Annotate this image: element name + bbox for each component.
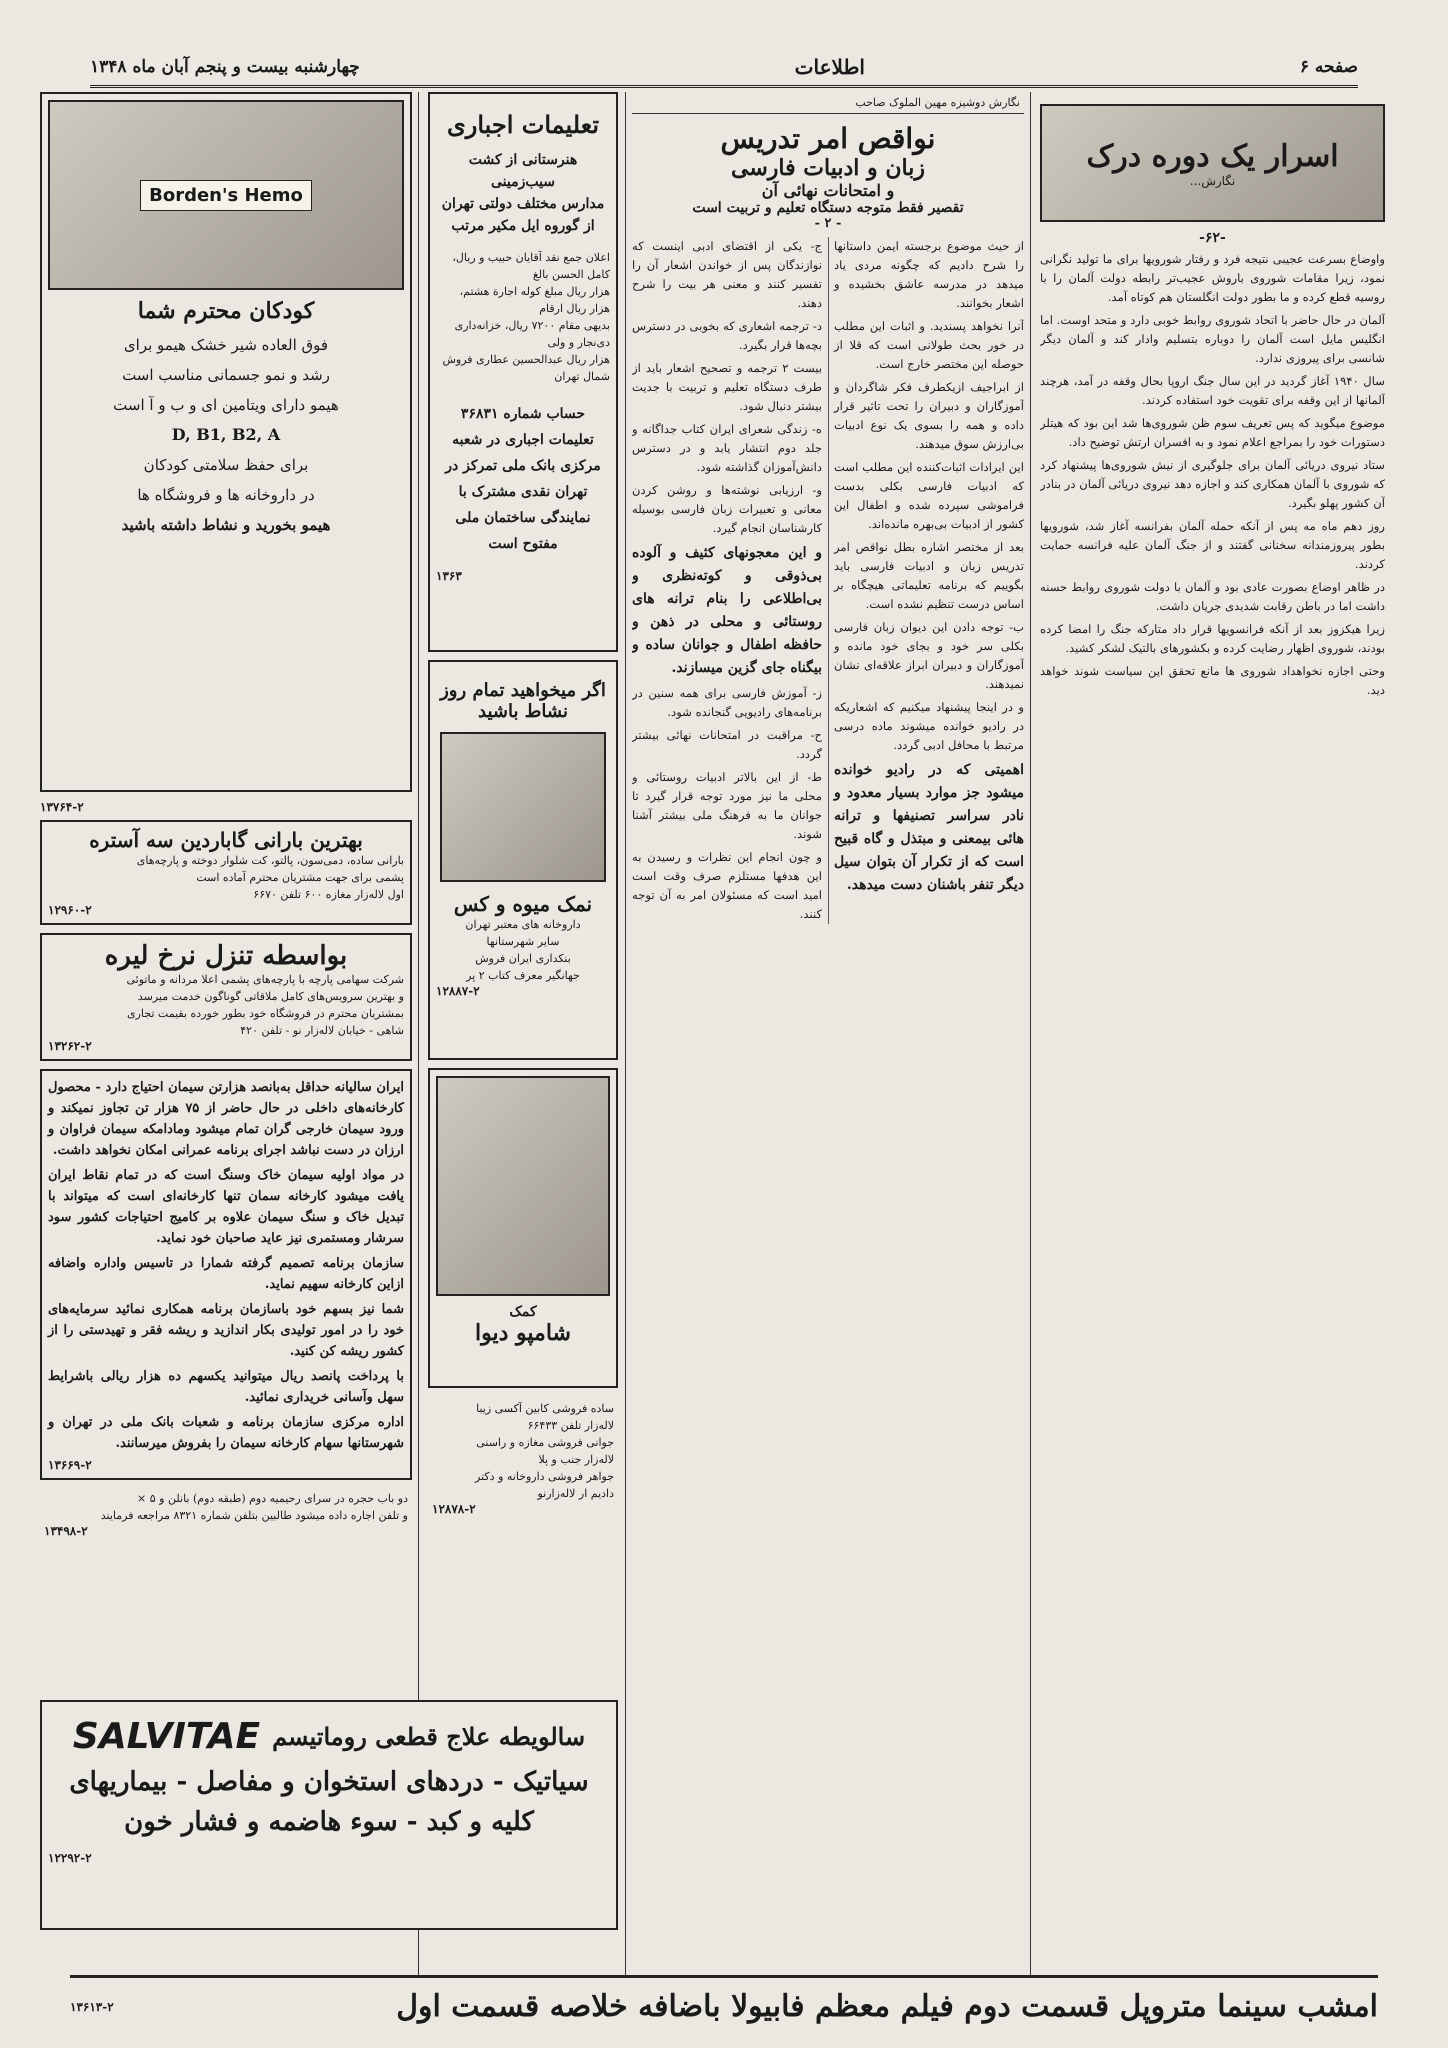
paragraph: از ابراجیف ازیکطرف فکر شاگردان و آموزگاران و دبیران را تحت تاثیر قرار داده و همه را بسوی یک نوع ادبیات بی‌ارزش سوق میدهند. <box>834 380 1024 451</box>
ad-line: جوانی فروشی مغازه و راسنی <box>476 1436 614 1449</box>
paragraph: ب- توجه دادن این دیوان زبان فارسی بکلی سر خود و بجای خود مانده و آموزگاران و دبیران ابراز علاقه‌ای نشان نمیدهند. <box>834 620 1024 691</box>
ad-title: بواسطه تنزل نرخ لیره <box>104 941 348 971</box>
ad-line: برای حفظ سلامتی کودکان <box>143 456 309 474</box>
ad-ref: ۱۲۲۹۲-۲ <box>48 1851 92 1865</box>
article-column-1 <box>1040 92 1385 1972</box>
article-banner <box>1040 104 1385 222</box>
paragraph: موضوع میگوید که پس تعریف سوم ظن شوروی‌ها شد این بود که هیتلر دستورات خود را بمراجع اعلام نمود و به افسران ارتش توضیح داد. <box>1040 416 1385 449</box>
hemo-brand: Borden's Hemo <box>140 180 312 211</box>
ad-title: بهترین بارانی گاباردین سه آستره <box>89 828 363 852</box>
ad-lira <box>40 933 412 1061</box>
article-subtitle: زبان و ادبیات فارسی <box>731 155 925 181</box>
ad-line: شرکت سهامی پارچه با پارچه‌های پشمی اعلا مردانه و ماتوئی <box>126 973 404 986</box>
ad-raincoat <box>40 820 412 925</box>
ad-shop-rent <box>40 1488 412 1540</box>
ad-line: داروخانه های معتبر تهران <box>465 918 581 931</box>
ad-jewelry <box>428 1396 618 1520</box>
article-subtitle-2: و امتحانات نهائی آن <box>761 181 895 200</box>
bold-paragraph: و این معجونهای کثیف و آلوده بی‌ذوقی و کوته‌نظری و بی‌اطلاعی را بنام ترانه های روستائی و محلی در ذهن و حافظه اطفال و جوانان ساده و بیگناه جای گزین میسازند. <box>632 545 822 676</box>
ad-line: فوق العاده شیر خشک هیمو برای <box>123 336 329 354</box>
paragraph: در مواد اولیه سیمان خاک وسنگ است که در تمام نقاط ایران یافت میشود کارخانه سمان تنها کارخانه‌ای است که میتواند با تبدیل خاک و سنگ سیمان علاوه بر کامیج احتیاجات کشور سود سرشار ومستمری نیز عاید صاحبان خود نماید. <box>48 1168 404 1246</box>
ad-title: اگر میخواهید تمام روز نشاط باشید <box>440 680 606 722</box>
paragraph: و- ارزیابی نوشته‌ها و روشن کردن معانی و تعبیرات زبان فارسی بوسیله کارشناسان انجام گیرد. <box>632 483 822 535</box>
column-divider <box>625 92 626 1977</box>
paragraph: اداره مرکزی سازمان برنامه و شعبات بانک ملی در تهران و شهرستانها سهام کارخانه سیمان را بفروش میرسانند. <box>48 1415 404 1451</box>
ad-line: دو باب حجره در سرای رحیمیه دوم (طبقه دوم) بانلن و ۵ × <box>137 1492 408 1505</box>
cinema-ad: امشب سینما متروپل قسمت دوم فیلم معظم فابیولا باضافه خلاصه قسمت اول <box>396 1989 1378 2024</box>
paragraph: آنرا نخواهد پسندید. و اثبات این مطلب در خور بحث طولانی است که قلا از حوصله این مختصر خارج است. <box>834 319 1024 371</box>
ads-column-4 <box>40 92 412 1972</box>
ad-ref: ۱۳۶۳ <box>436 569 462 583</box>
ad-title: کودکان محترم شما <box>137 298 315 324</box>
ad-line: شاهی - خیابان لاله‌زار نو - تلفن ۴۲۰ <box>240 1024 404 1037</box>
ad-line: لاله‌زار جنب و پلا <box>538 1453 614 1466</box>
paragraph: این ایرادات اثبات‌کننده این مطلب است که ادبیات فارسی بکلی بدست فراموشی سپرده شده و اطفال این کشور از ادبیات بی‌بهره مانده‌اند. <box>834 460 1024 531</box>
ad-brand: شامپو دیوا <box>475 1320 571 1346</box>
ad-line: سایر شهرستانها <box>486 935 560 948</box>
paragraph: ط- از این بالاتر ادبیات روستائی و محلی ما نیز مورد توجه قرار گیرد تا جوانان ما به فرهنگ ملی بیشتر آشنا شوند. <box>632 770 822 841</box>
paragraph: سازمان برنامه تصمیم گرفته شمارا در تاسیس واداره واضافه ازاین کارخانه سهیم نماید. <box>48 1256 404 1292</box>
paragraph: زیرا هیکزوز بعد از آنکه فرانسویها قرار داد متارکه جنگ را امضا کرده بودند، شوروی اظهار رضایت کرده و بکشورهای بالتیک لشکر کشید. <box>1040 622 1385 655</box>
paragraph: ح- مراقبت در امتحانات نهائی بیشتر گردد. <box>632 728 822 761</box>
paragraph: وحتی اجازه نخواهداد شوروی ها مانع تحقق این سیاست شوند خواهد دید. <box>1040 664 1385 697</box>
ad-ref: ۱۲۹۶۰-۲ <box>48 903 92 917</box>
ad-line: جواهر فروشی داروخانه و دکتر <box>475 1470 614 1483</box>
ads-column-3 <box>428 92 618 1972</box>
ad-compulsory-education <box>428 92 618 652</box>
ad-line: رشد و نمو جسمانی مناسب است <box>122 366 330 384</box>
ad-illustration <box>440 732 606 882</box>
ad-brand: SALVITAE <box>72 1716 261 1757</box>
bold-paragraph: اهمیتی که در رادیو خوانده میشود جز موارد بسیار معدود و نادر سراسر تصنیفها و ترانه هائی بیمعنی و مبتذل و گاه قبیح است که از تکرار آن بتوان سیل دیگر تنفر باشنان دست میدهد. <box>834 762 1024 893</box>
ad-line: هزار ریال مبلغ کوله اجارة هشتم، هزار ریال ارقام <box>459 285 610 315</box>
ad-line: بنکداری ایران فروش <box>475 952 571 965</box>
paragraph: در ظاهر اوضاع بصورت عادی بود و آلمان با دولت شوروی روابط حسنه داشت اما در باطن رقابت شدیدی جریان داشت. <box>1040 580 1385 613</box>
ad-fruit-salt <box>428 660 618 1060</box>
article-title: نواقص امر تدریس <box>720 122 936 155</box>
paragraph: ز- آموزش فارسی برای همه سنین در برنامه‌های رادیویی گنجانده شود. <box>632 686 822 719</box>
ad-line: دادیم ار لاله‌زارنو <box>537 1487 614 1500</box>
paragraph: ایران سالیانه حداقل به‌بانصد هزارتن سیمان احتیاج دارد - محصول کارخانه‌های داخلی در حال حاضر از ۷۵ هزار تن تجاوز نمیکند و ورود سیمان خارجی گران تمام میشود ومادامکه سیمان فراوان و ارزان در دست نباشد اجرای برنامه عمرانی امکان نخواهد داشت. <box>48 1080 405 1158</box>
paragraph: د- ترجمه اشعاری که بخوبی در دسترس بچه‌ها قرار بگیرد. <box>632 319 822 352</box>
article-subtitle: نگارش... <box>1189 173 1236 188</box>
paragraph: از حیث موضوع برجسته ایمن داستانها را شرح دادیم که چگونه مردی یاد میدهد در مدرسه عاشق بخشیده و اشعار بخوانند. <box>834 239 1024 310</box>
ad-line: سالویطه علاج قطعی روماتیسم <box>272 1722 586 1751</box>
page-header <box>90 48 1358 88</box>
ad-line: مدارس مختلف دولتی تهران <box>441 196 605 212</box>
paragraph: واوضاع بسرعت عجیبی نتیجه فرد و رفتار شورویها برای ما تولید نگرانی نمود، زیرا مقامات شوروی باروش عجیب‌تر رابطه دولت آلمان را با روسیه قطع کرده و ما بطور دولت انگلستان هم کوتاه آمد. <box>1040 252 1385 304</box>
ad-line: لاله‌زار تلفن ۶۶۴۳۳ <box>527 1419 614 1432</box>
article-kicker: تقصیر فقط متوجه دستگاه تعلیم و تربیت است <box>692 200 964 216</box>
ad-salvitae <box>40 1700 618 1930</box>
ad-line: جهانگیر معرف کتاب ۲ پر <box>466 969 580 982</box>
article-body <box>632 237 1024 924</box>
paragraph: آلمان در حال حاضر با اتحاد شوروی روابط خوبی دارد و متحد اوست. اما انگلیس مایل است آلمان را دوباره بتسلیم وادار کند و آلمان دیگر شانسی برای پیروزی ندارد. <box>1040 313 1385 365</box>
ad-line: بدیهی مقام ۷۲۰۰ ریال، خزانه‌داری دی‌نجار و ولی <box>454 319 610 349</box>
ad-hemo <box>40 92 412 792</box>
ad-line: سیاتیک - دردهای استخوان و مفاصل - بیماریهای <box>69 1767 589 1797</box>
ad-line: اعلان جمع نقد آقایان حبیب و ریال، کامل الحسن بالغ <box>452 251 610 281</box>
ad-ref: ۱۳۶۶۹-۲ <box>48 1458 92 1472</box>
ad-line: بمشتریان محترم در فروشگاه خود بطور خورده بقیمت تجاری <box>127 1007 404 1020</box>
column-divider <box>418 92 419 1977</box>
ad-illustration <box>48 100 404 290</box>
article-title: اسرار یک دوره درک <box>1086 138 1339 174</box>
paragraph: ستاد نیروی دریائی آلمان برای جلوگیری از نیش شوروی‌ها پیشنهاد کرد که شوروی با آلمان همکاری کند و اجازه دهد نیروی دریائی آلمان در بنادر آن کشور پهلو بگیرد. <box>1040 458 1385 510</box>
paragraph: و در اینجا پیشنهاد میکنیم که اشعاریکه در رادیو خوانده میشوند ماده درسی مرتبط با محافل ادبی گردد. <box>834 700 1024 752</box>
paragraph: ه- زندگی شعرای ایران کتاب جداگانه و جلد دوم انتشار یابد و در دسترس دانش‌آموزان گذاشته شود. <box>632 422 822 474</box>
ad-title: تعلیمات اجباری <box>446 110 599 139</box>
paragraph: بعد از مختصر اشاره بطل نواقص امر تدریس زبان و ادبیات فارسی باید بگوییم که برنامه تعلیماتی هیچگاه بر اساس درست تنظیم نشده است. <box>834 540 1024 611</box>
ad-line: هیمو دارای ویتامین ای و ب و آ است <box>113 396 339 414</box>
ad-line: در داروخانه ها و فروشگاه ها <box>137 486 315 504</box>
paragraph: روز دهم ماه مه پس از آنکه حمله آلمان بفرانسه آغاز شد، شورویها بطور پیروزمندانه سخنانی گفتند و از جنگ آلمان علیه فرانسه حمایت کردند. <box>1040 519 1385 571</box>
ad-line: از گوروه ایل مکیر مرتب <box>451 218 595 234</box>
ad-ref: ۱۳۷۶۴-۲ <box>40 800 84 814</box>
ad-diva-shampoo <box>428 1068 618 1388</box>
ad-line: و تلفن اجاره داده میشود طالبین بتلفن شماره ۸۳۲۱ مراجعه فرمایند <box>100 1509 408 1522</box>
ad-line: کلیه و کبد - سوء هاضمه و فشار خون <box>124 1807 534 1837</box>
ad-line: بارانی ساده، دمی‌سون، پالتو، کت شلوار دوخته و پارچه‌های <box>136 854 404 867</box>
ad-ref: ۱۲۸۷۸-۲ <box>432 1502 476 1516</box>
vitamin-list: D, B1, B2, A <box>171 425 281 444</box>
byline: نگارش دوشیزه مهین الملوک صاحب <box>632 92 1024 114</box>
ad-line: پشمی برای جهت مشتریان محترم آماده است <box>196 871 404 884</box>
ad-cement <box>40 1069 412 1480</box>
ad-line: هیمو بخورید و نشاط داشته باشید <box>121 516 331 534</box>
ad-illustration <box>436 1076 610 1296</box>
ad-contact: حساب شماره ۳۶۸۳۱ تعلیمات اجباری در شعبه مرکزی بانک ملی تمرکز در تهران نقدی مشترک با نمایندگی ساختمان ملی مفتوح است <box>445 406 601 552</box>
ad-line: و بهترین سرویس‌های کامل ملاقاتی گوناگون خدمت میرسد <box>137 990 404 1003</box>
paragraph: با پرداخت پانصد ریال میتوانید یکسهم ده هزار ریالی باشرایط سهل وآسانی خریداری نمائید. <box>48 1369 404 1405</box>
ad-ref: ۱۲۸۸۷-۲ <box>436 984 480 998</box>
paragraph: شما نیز بسهم خود باسازمان برنامه همکاری نمائید سرمایه‌های خود را در امور تولیدی بکار اندازید و ریشه فقر و تهیدستی را از کشور ریشه کن کنید. <box>48 1302 404 1359</box>
ad-sub: کمک <box>509 1304 537 1320</box>
part-number: - ۲ - <box>814 216 842 231</box>
masthead: اطلاعات <box>794 54 865 79</box>
ad-ref: ۱۳۶۱۳-۲ <box>70 1999 114 2014</box>
article-column-2 <box>632 92 1024 1972</box>
issue-date: چهارشنبه بیست و پنجم آبان ماه ۱۳۴۸ <box>90 56 360 77</box>
ad-line: ساده فروشی کابین آکسی زیبا <box>476 1402 614 1415</box>
ad-line: اول لاله‌زار مغازه ۶۰۰ تلفن ۶۶۷۰ <box>253 888 404 901</box>
paragraph: و چون انجام این نظرات و رسیدن به این هدفها مستلزم صرف وقت است امید است که مسئولان امر به آن توجه کنند. <box>632 850 822 921</box>
ad-ref: ۱۳۴۹۸-۲ <box>44 1524 88 1538</box>
paragraph: سال ۱۹۴۰ آغاز گردید در این سال جنگ اروپا بحال وقفه در آمد، هرچند آلمانها از این وقفه برای تقویت خود استفاده کردند. <box>1040 374 1385 407</box>
ad-ref: ۱۳۲۶۲-۲ <box>48 1039 92 1053</box>
page-number: صفحه ۶ <box>1299 56 1358 77</box>
paragraph: بیست ۲ ترجمه و تصحیح اشعار باید از طرف دستگاه تعلیم و تربیت با جدیت بیشتر دنبال شود. <box>632 361 823 413</box>
ad-brand: نمک میوه و کس <box>453 892 593 916</box>
ad-line: هنرستانی از کشت سیب‌زمینی <box>468 152 578 190</box>
part-number: -۶۲- <box>1199 230 1226 246</box>
footer-banner <box>70 1975 1378 2035</box>
ad-line: هزار ریال عبدالحسین عطاری فروش شمال تهران <box>442 353 610 383</box>
paragraph: ج- یکی از اقتضای ادبی اینست که نوازندگان پس از خواندن اشعار آن را تفسیر کنند و معنی هر بیت را شرح دهند. <box>632 239 822 310</box>
column-divider <box>1030 92 1031 1977</box>
